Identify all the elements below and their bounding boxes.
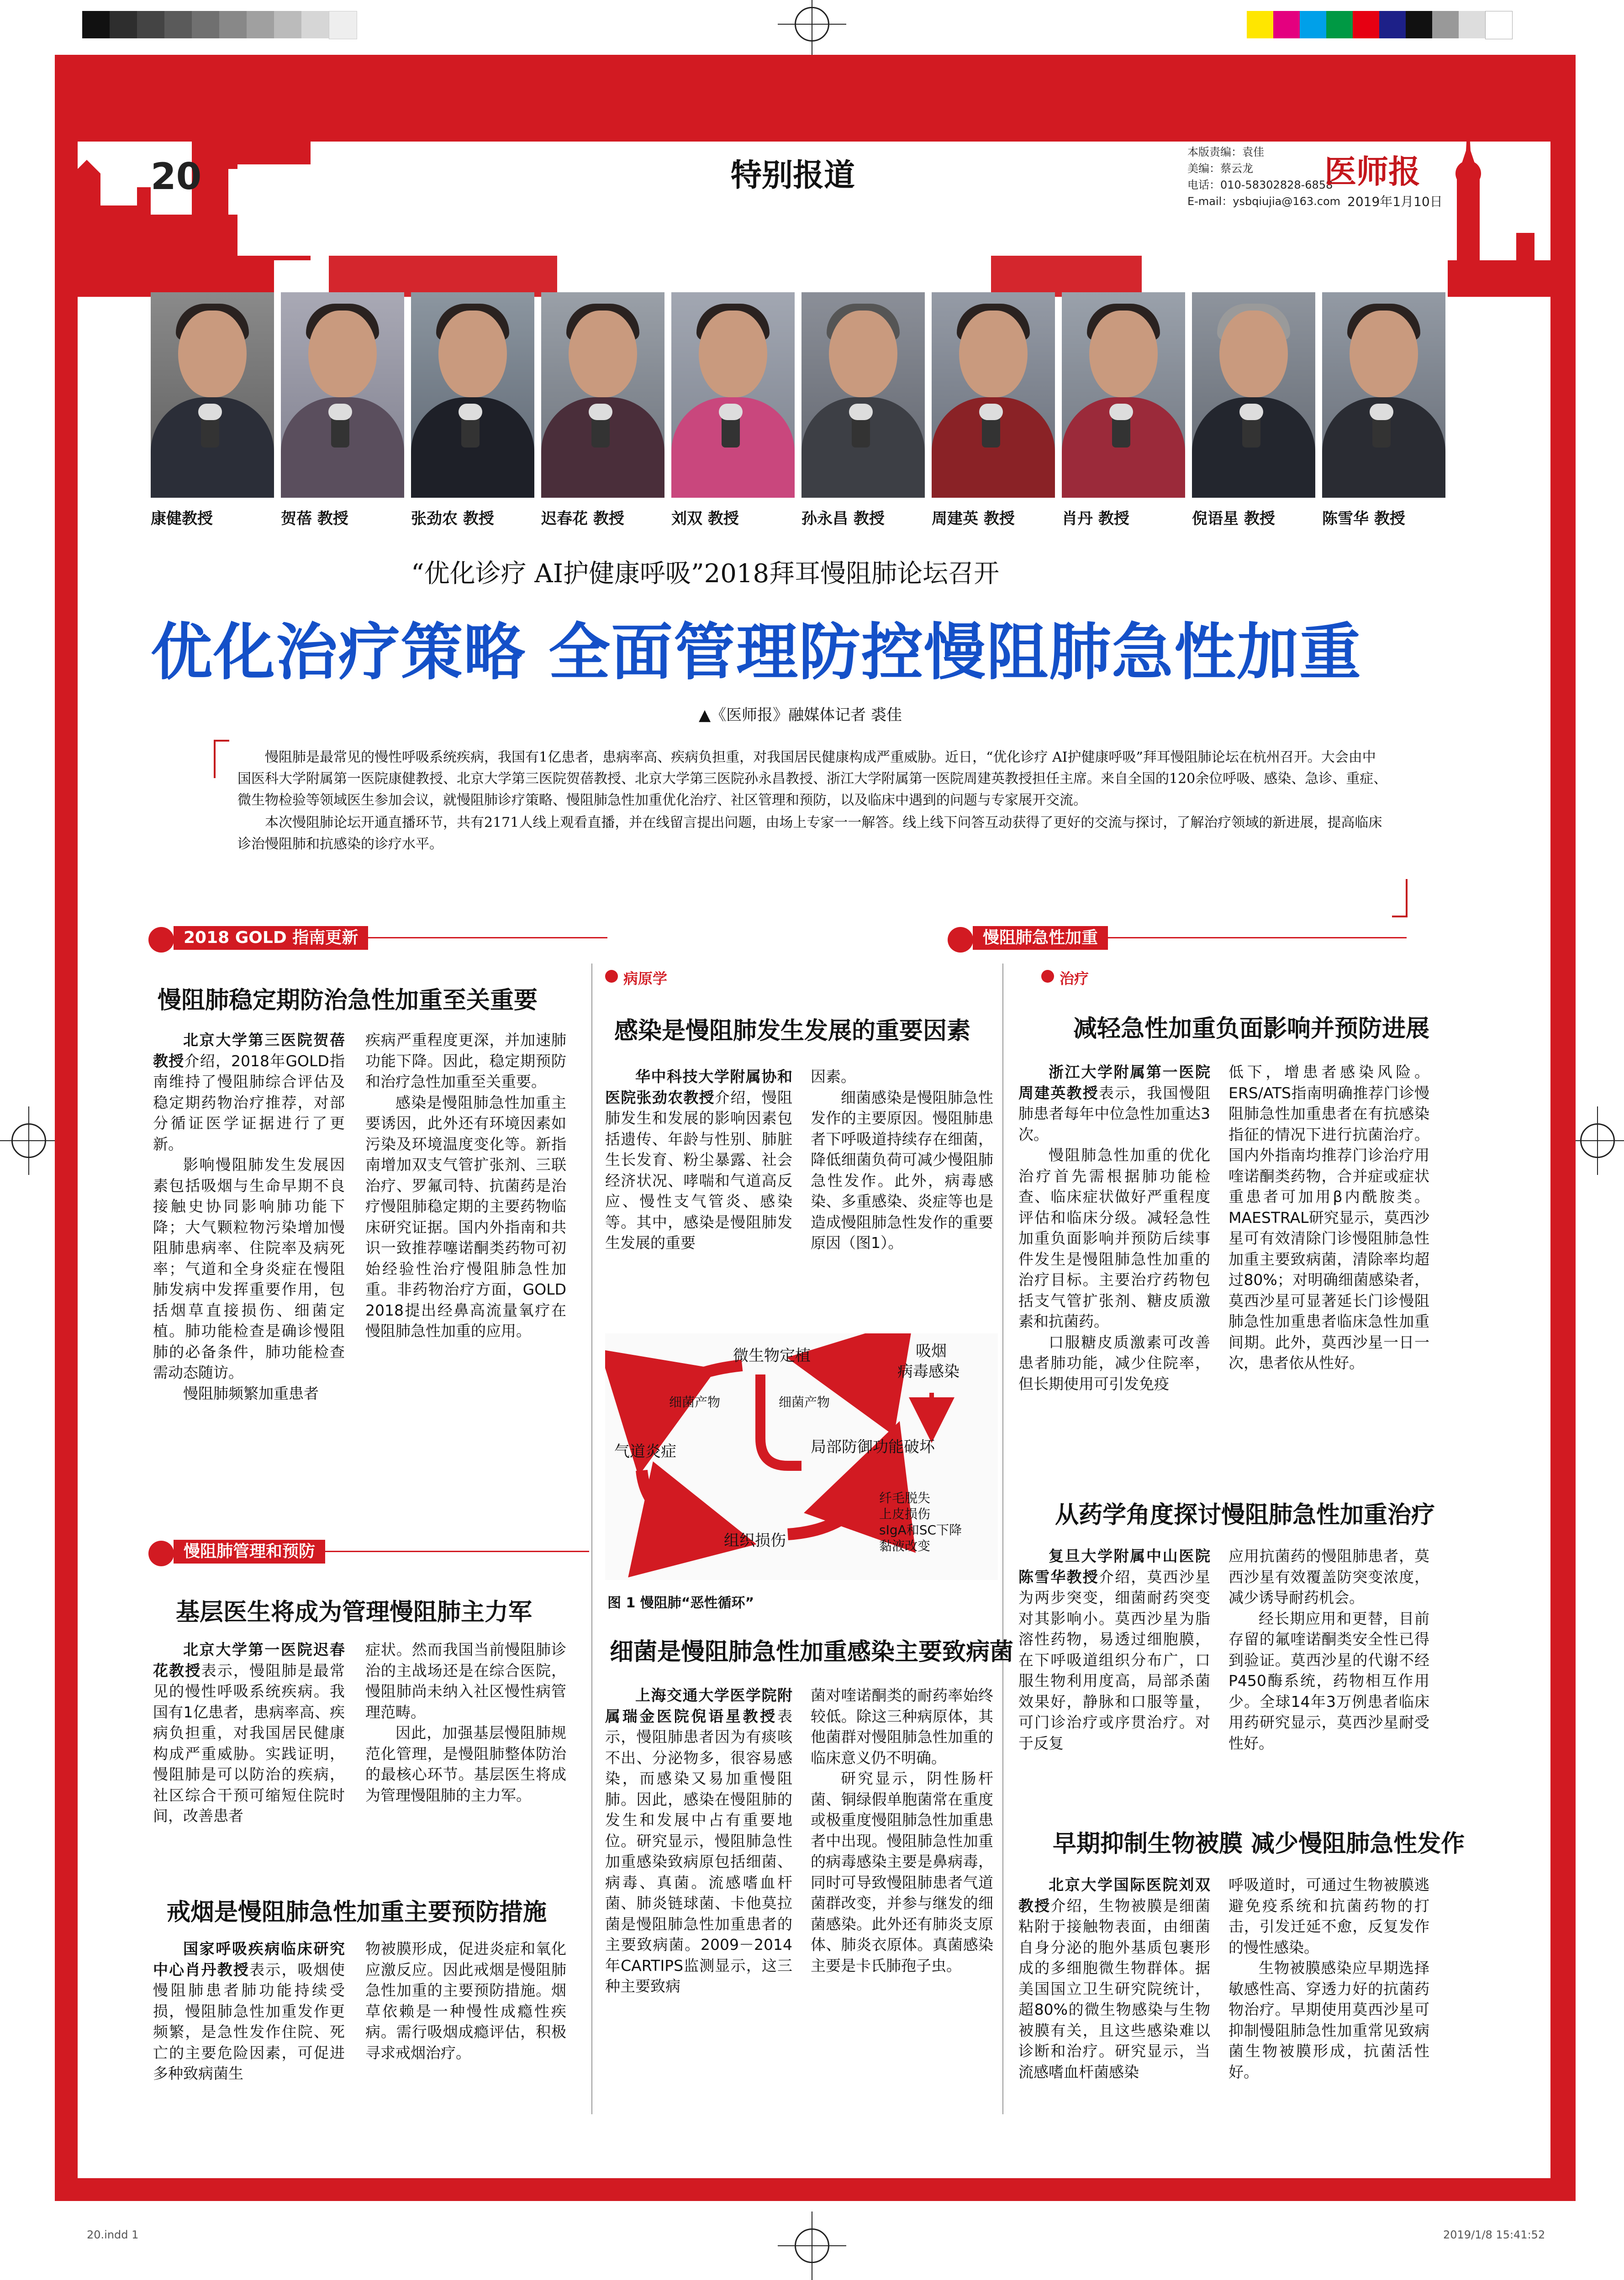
red-frame-bottom bbox=[55, 2178, 1576, 2201]
grayscale-bar-3 bbox=[137, 11, 164, 38]
article-mgmt-text-2: 症状。然而我国当前慢阻肺诊治的主战场还是在综合医院，慢阻肺尚未纳入社区慢性病管理范畴。 bbox=[365, 1641, 566, 1721]
registration-mark-right bbox=[1580, 1123, 1615, 1158]
footer-file-name: 20.indd 1 bbox=[87, 2228, 139, 2241]
expert-caption: 贺蓓 教授 bbox=[281, 510, 348, 528]
article-reduce-text-4: 低下，增患者感染风险。ERS/ATS指南明确推荐门诊慢阻肺急性加重患者在有抗感染指征的情况下进行抗菌治疗。国内外指南均推荐门诊治疗用喹诺酮类药物，合并症或症状重患者可加用β内酰胺类。MAESTRAL研究显示，莫西沙星可有效清除门诊慢阻肺急性加重主要致病菌，清除率均超过80%；对明确细菌感染者，莫西沙星可显著延长门诊慢阻肺急性加重患者临床急性加重间期。此外，莫西沙星一日一次，患者依从性好。 bbox=[1229, 1063, 1429, 1372]
section-tag-gold: 2018 GOLD 指南更新 bbox=[174, 926, 368, 950]
color-bar-cyan bbox=[1300, 11, 1326, 38]
registration-mark-top bbox=[795, 7, 829, 42]
node-product-1: 细菌产物 bbox=[669, 1395, 721, 1410]
vicious-cycle-figure bbox=[605, 1333, 998, 1580]
main-headline: 优化治疗策略 全面管理防控慢阻肺急性加重 bbox=[151, 616, 1362, 688]
article-biofilm-col2 bbox=[1229, 1875, 1429, 2082]
article-infect-col1 bbox=[605, 1066, 792, 1253]
editor-info bbox=[1187, 144, 1340, 210]
editor-line-1: 本版责编：袁佳 bbox=[1187, 146, 1264, 158]
article-title-smoking: 戒烟是慢阻肺急性加重主要预防措施 bbox=[167, 1899, 547, 1926]
article-pharm-text-3: 经长期应用和更替，目前存留的氟喹诺酮类安全性已得到验证。莫西沙星的代谢不经P450酶系统，药物相互作用少。全球14年3万例患者临床用药研究显示，莫西沙星耐受性好。 bbox=[1229, 1609, 1429, 1752]
expert-photo bbox=[411, 292, 534, 498]
article-gold-col1 bbox=[153, 1030, 345, 1404]
expert-caption: 肖丹 教授 bbox=[1062, 510, 1129, 528]
article-reduce-text-2: 慢阻肺急性加重的优化治疗首先需根据肺功能检查、临床症状做好严重程度评估和临床分级。减轻急性加重负面影响并预防后续事件发生是慢阻肺急性加重的治疗目标。主要治疗药物包括支气管扩张剂、糖皮质激素和抗菌药。 bbox=[1018, 1146, 1210, 1330]
tag-dot-management bbox=[148, 1541, 174, 1566]
node-virus: 病毒感染 bbox=[897, 1363, 960, 1381]
article-biofilm-text-3: 生物被膜感染应早期选择敏感性高、穿透力好的抗菌药物治疗。早期使用莫西沙星可抑制慢阻肺急性加重常见致病菌生物被膜形成，抗菌活性好。 bbox=[1229, 1959, 1429, 2081]
grayscale-bar-2 bbox=[110, 11, 137, 38]
article-biofilm-text-1: 介绍，生物被膜是细菌粘附于接触物表面，由细菌自身分泌的胞外基质包裹形成的多细胞微生物群体。据美国国立卫生研究院统计，超80%的微生物感染与生物被膜有关，且这些感染难以诊断和治疗。研究显示，当流感嗜血杆菌感染 bbox=[1018, 1896, 1211, 2081]
article-mgmt-text-3: 因此，加强基层慢阻肺规范化管理，是慢阻肺整体防治的最核心环节。基层医生将成为管理慢阻肺的主力军。 bbox=[365, 1724, 566, 1804]
article-smoke-col1 bbox=[153, 1938, 345, 2084]
article-pharm-col1 bbox=[1018, 1546, 1210, 1753]
node-detail-1: 纤毛脱失 bbox=[879, 1490, 931, 1506]
node-colonization: 微生物定植 bbox=[733, 1347, 811, 1365]
node-product-2: 细菌产物 bbox=[779, 1395, 830, 1410]
grayscale-bar-9 bbox=[301, 11, 329, 38]
article-infect-text-2: 因素。 bbox=[811, 1068, 856, 1085]
article-bacteria-lead-name: 上海交通大学医学院附属瑞金医院倪语星教授 bbox=[605, 1686, 792, 1725]
grayscale-bar-1 bbox=[82, 11, 110, 38]
node-detail-4: 黏液改变 bbox=[879, 1538, 931, 1553]
article-mgmt-col1 bbox=[153, 1639, 345, 1827]
section-title: 特别报道 bbox=[731, 158, 855, 194]
expert-photo bbox=[281, 292, 404, 498]
intro-paragraph-2: 本次慢阻肺论坛开通直播环节，共有2171人线上观看直播，并在线留言提出问题，由场上专家一一解答。线上线下问答互动获得了更好的交流与探讨，了解治疗领域的新进展，提高临床诊治慢阻肺和抗感染的诊疗水平。 bbox=[237, 815, 1382, 852]
article-reduce-lead-name: 浙江大学附属第一医院周建英教授 bbox=[1018, 1063, 1210, 1102]
tag-dot-pathology bbox=[605, 970, 618, 983]
issue-date: 2019年1月10日 bbox=[1347, 194, 1443, 209]
expert-caption: 陈雪华 教授 bbox=[1322, 510, 1405, 528]
column-divider bbox=[591, 964, 592, 2114]
article-smoke-lead-name: 国家呼吸疾病临床研究中心肖丹教授 bbox=[153, 1940, 345, 1979]
expert-caption: 康健教授 bbox=[151, 510, 213, 528]
color-bar-light bbox=[1459, 11, 1485, 38]
article-pharm-lead-name: 复旦大学附属中山医院陈雪华教授 bbox=[1018, 1547, 1210, 1586]
article-bacteria-col2 bbox=[811, 1685, 993, 1976]
article-reduce-text-3: 口服糖皮质激素可改善患者肺功能，减少住院率，但长期使用可引发免疫 bbox=[1018, 1333, 1210, 1393]
editor-line-3: 电话：010-58302828-6858 bbox=[1187, 179, 1333, 191]
article-gold-col2 bbox=[365, 1030, 566, 1342]
grayscale-bar-8 bbox=[274, 11, 301, 38]
color-bar-red bbox=[1353, 11, 1379, 38]
intro-paragraph-1: 慢阻肺是最常见的慢性呼吸系统疾病，我国有1亿患者，患病率高、疾病负担重，对我国居民健康构成严重威胁。近日，“优化诊疗 AI护健康呼吸”拜耳慢阻肺论坛在杭州召开。大会由中国医科大学附属第一医院康健教授、北京大学第三医院贺蓓教授、北京大学第三医院孙永昌教授、浙江大学附属第一医院周建英教授担任主席。来自全国的120余位呼吸、感染、急诊、重症、微生物检验等领域医生参加会议，就慢阻肺诊疗策略、慢阻肺急性加重优化治疗、社区管理和预防，以及临床中遇到的问题与专家展开交流。 bbox=[237, 749, 1387, 808]
article-pharm-text-1: 介绍，莫西沙星为两步突变，细菌耐药突变对其影响小。莫西沙星为脂溶性药物，易透过细胞膜，在下呼吸道组织分布广，口服生物利用度高，局部杀菌效果好，静脉和口服等量，可门诊治疗或序贯治疗。对于反复 bbox=[1018, 1568, 1211, 1752]
grayscale-bar-6 bbox=[219, 11, 247, 38]
expert-caption: 张劲农 教授 bbox=[411, 510, 494, 528]
article-title-infection: 感染是慢阻肺发生发展的重要因素 bbox=[614, 1017, 971, 1045]
expert-caption: 迟春花 教授 bbox=[541, 510, 624, 528]
article-smoke-text-1: 表示，吸烟使慢阻肺患者肺功能持续受损，慢阻肺急性加重发作更频繁，是急性发作住院、死亡的主要危险因素，可促进多种致病菌生 bbox=[153, 1960, 345, 2082]
section-tag-management: 慢阻肺管理和预防 bbox=[174, 1540, 325, 1564]
red-frame-right bbox=[1550, 55, 1576, 2201]
node-damage: 组织损伤 bbox=[724, 1532, 786, 1550]
color-bar-magenta bbox=[1273, 11, 1300, 38]
article-title-bacteria: 细菌是慢阻肺急性加重感染主要致病菌 bbox=[610, 1638, 1014, 1666]
node-detail-2: 上皮损伤 bbox=[879, 1506, 931, 1522]
intro-paragraph bbox=[237, 747, 1388, 856]
page-number: 20 bbox=[151, 155, 202, 198]
expert-photo bbox=[932, 292, 1055, 498]
article-title-biofilm: 早期抑制生物被膜 减少慢阻肺急性发作 bbox=[1053, 1830, 1465, 1858]
article-pharm-text-2: 应用抗菌药的慢阻肺患者，莫西沙星有效覆盖防突变浓度，减少诱导耐药机会。 bbox=[1229, 1547, 1429, 1606]
article-biofilm-text-2: 呼吸道时，可通过生物被膜逃避免疫系统和抗菌药物的打击，引发迁延不愈，反复发作的慢性感染。 bbox=[1229, 1876, 1429, 1956]
node-airway: 气道炎症 bbox=[614, 1443, 676, 1461]
article-bacteria-text-3: 研究显示，阴性肠杆菌、铜绿假单胞菌常在重度或极重度慢阻肺急性加重患者中出现。慢阻肺急性加重的病毒感染主要是鼻病毒，同时可导致慢阻肺患者气道菌群改变，并参与继发的细菌感染。此外还有肺炎支原体、肺炎衣原体。真菌感染主要是卡氏肺孢子虫。 bbox=[811, 1769, 993, 1975]
figure-caption: 图 1 慢阻肺“恶性循环” bbox=[607, 1595, 754, 1611]
article-bacteria-text-1: 表示，慢阻肺患者因为有痰咳不出、分泌物多，很容易感染，而感染又易加重慢阻肺。因此，感染在慢阻肺的发生和发展中占有重要地位。研究显示，慢阻肺急性加重感染致病原包括细菌、病毒、真菌。流感嗜血杆菌、肺炎链球菌、卡他莫拉菌是慢阻肺急性加重患者的主要致病菌。2009－2014年CARTIPS监测显示，这三种主要致病 bbox=[605, 1707, 792, 1995]
tag-dot-acute bbox=[948, 927, 973, 953]
red-frame-left bbox=[55, 55, 78, 2201]
article-gold-text-2: 影响慢阻肺发生发展因素包括吸烟与生命早期不良接触史协同影响肺功能下降；大气颗粒物污染增加慢阻肺患病率、住院率及病死率；气道和全身炎症在慢阻肺发病中发挥重要作用，包括烟草直接损伤、细菌定植。肺功能检查是确诊慢阻肺的必备条件，肺功能检查需动态随访。 bbox=[153, 1156, 345, 1381]
article-title-reduce: 减轻急性加重负面影响并预防进展 bbox=[1073, 1015, 1430, 1043]
article-biofilm-col1 bbox=[1018, 1875, 1210, 2082]
column-divider bbox=[1002, 964, 1003, 2114]
expert-caption: 倪语星 教授 bbox=[1192, 510, 1275, 528]
node-detail-3: sIgA和SC下降 bbox=[879, 1522, 962, 1538]
registration-mark-left bbox=[11, 1123, 46, 1158]
article-title-gold: 慢阻肺稳定期防治急性加重至关重要 bbox=[158, 987, 538, 1014]
article-bacteria-col1 bbox=[605, 1685, 792, 1997]
article-biofilm-lead-name: 北京大学国际医院刘双教授 bbox=[1018, 1876, 1210, 1915]
expert-photo bbox=[671, 292, 795, 498]
expert-caption: 周建英 教授 bbox=[932, 510, 1015, 528]
tag-dot-treatment bbox=[1041, 970, 1054, 983]
expert-caption: 刘双 教授 bbox=[671, 510, 739, 528]
byline: ▲《医师报》融媒体记者 裘佳 bbox=[699, 706, 902, 724]
article-infect-text-3: 细菌感染是慢阻肺急性发作的主要原因。慢阻肺患者下呼吸道持续存在细菌，降低细菌负荷可减少慢阻肺急性发作。此外，病毒感染、多重感染、炎症等也是造成慢阻肺急性发作的重要原因（图1）。 bbox=[811, 1088, 993, 1252]
expert-photo bbox=[801, 292, 925, 498]
editor-line-4: E-mail：ysbqiujia@163.com bbox=[1187, 195, 1341, 208]
article-bacteria-text-2: 菌对喹诺酮类的耐药率始终较低。除这三种病原体，其他菌群对慢阻肺急性加重的临床意义仍不明确。 bbox=[811, 1686, 993, 1767]
color-bar-yellow bbox=[1247, 11, 1273, 38]
grayscale-bar-5 bbox=[192, 11, 219, 38]
registration-mark-bottom bbox=[795, 2228, 829, 2263]
article-gold-text-3: 慢阻肺频繁加重患者 bbox=[183, 1384, 319, 1402]
article-pharm-col2 bbox=[1229, 1546, 1429, 1753]
intro-bracket-left bbox=[214, 740, 229, 778]
grayscale-bar-7 bbox=[247, 11, 274, 38]
intro-bracket-right bbox=[1392, 879, 1408, 917]
article-smoke-text-2: 物被膜形成，促进炎症和氧化应激反应。因此戒烟是慢阻肺急性加重的主要预防措施。烟草依赖是一种慢性成瘾性疾病。需行吸烟成瘾评估，积极寻求戒烟治疗。 bbox=[365, 1940, 566, 2062]
article-infect-text-1: 介绍，慢阻肺发生和发展的影响因素包括遗传、年龄与性别、肺脏生长发育、粉尘暴露、社会经济状况、哮喘和气道高反应、慢性支气管炎、感染等。其中，感染是慢阻肺发生发展的重要 bbox=[605, 1088, 793, 1252]
article-gold-text-5: 感染是慢阻肺急性加重主要诱因，此外还有环境因素如污染及环境温度变化等。新指南增加双支气管扩张剂、三联治疗、罗氟司特、抗菌药是治疗慢阻肺稳定期的主要药物临床研究证据。国内外指南和共识一致推荐噻诺酮类药物可初始经验性治疗慢阻肺急性加重。非药物治疗方面，GOLD 2018提出经鼻高流量氧疗在慢阻肺急性加重的应用。 bbox=[365, 1093, 566, 1340]
tag-dot-gold bbox=[148, 927, 174, 953]
expert-photo bbox=[151, 292, 274, 498]
article-mgmt-text-1: 表示，慢阻肺是最常见的慢性呼吸系统疾病。我国有1亿患者，患病率高、疾病负担重，对我国居民健康构成严重威胁。实践证明，慢阻肺是可以防治的疾病，社区综合干预可缩短住院时间，改善患者 bbox=[153, 1661, 345, 1825]
article-infect-lead-name: 华中科技大学附属协和医院张劲农教授 bbox=[605, 1068, 792, 1106]
color-bar-black bbox=[1406, 11, 1432, 38]
color-bar-blue bbox=[1379, 11, 1406, 38]
expert-photo bbox=[541, 292, 664, 498]
article-mgmt-lead-name: 北京大学第一医院迟春花教授 bbox=[153, 1641, 345, 1680]
expert-photo bbox=[1192, 292, 1315, 498]
article-reduce-col2 bbox=[1229, 1062, 1429, 1374]
footer-timestamp: 2019/1/8 15:41:52 bbox=[1443, 2228, 1545, 2241]
article-reduce-col1 bbox=[1018, 1062, 1210, 1394]
color-bar-white bbox=[1485, 11, 1513, 39]
expert-photo bbox=[1062, 292, 1185, 498]
article-infect-col2 bbox=[811, 1066, 993, 1253]
article-title-management: 基层医生将成为管理慢阻肺主力军 bbox=[176, 1599, 533, 1626]
article-title-pharmacy: 从药学角度探讨慢阻肺急性加重治疗 bbox=[1055, 1501, 1435, 1529]
article-gold-lead-name: 北京大学第三医院贺蓓教授 bbox=[153, 1031, 345, 1070]
event-subtitle: “优化诊疗 AI护健康呼吸”2018拜耳慢阻肺论坛召开 bbox=[411, 559, 1000, 589]
section-tag-pathology: 病原学 bbox=[623, 970, 668, 987]
masthead-logo: 医师报 bbox=[1324, 153, 1420, 190]
grayscale-bar-10 bbox=[329, 11, 357, 39]
section-tag-treatment: 治疗 bbox=[1060, 970, 1089, 987]
grayscale-bar-4 bbox=[164, 11, 192, 38]
expert-photo bbox=[1322, 292, 1445, 498]
article-smoke-col2 bbox=[365, 1938, 566, 2063]
article-mgmt-col2 bbox=[365, 1639, 566, 1806]
color-bar-green bbox=[1326, 11, 1353, 38]
node-smoke: 吸烟 bbox=[916, 1342, 947, 1360]
editor-line-2: 美编：蔡云龙 bbox=[1187, 162, 1253, 175]
expert-caption: 孙永昌 教授 bbox=[801, 510, 885, 528]
color-bar-gray bbox=[1432, 11, 1459, 38]
article-gold-text-1: 介绍，2018年GOLD指南维持了慢阻肺综合评估及稳定期药物治疗推荐，对部分循证医学证据进行了更新。 bbox=[153, 1052, 345, 1153]
node-defense: 局部防御功能破坏 bbox=[811, 1438, 935, 1456]
article-reduce-text-1: 表示，我国慢阻肺患者每年中位急性加重达3次。 bbox=[1018, 1084, 1211, 1143]
section-tag-acute: 慢阻肺急性加重 bbox=[973, 926, 1108, 950]
article-gold-text-4: 疾病严重程度更深，并加速肺功能下降。因此，稳定期预防和治疗急性加重至关重要。 bbox=[365, 1031, 566, 1090]
